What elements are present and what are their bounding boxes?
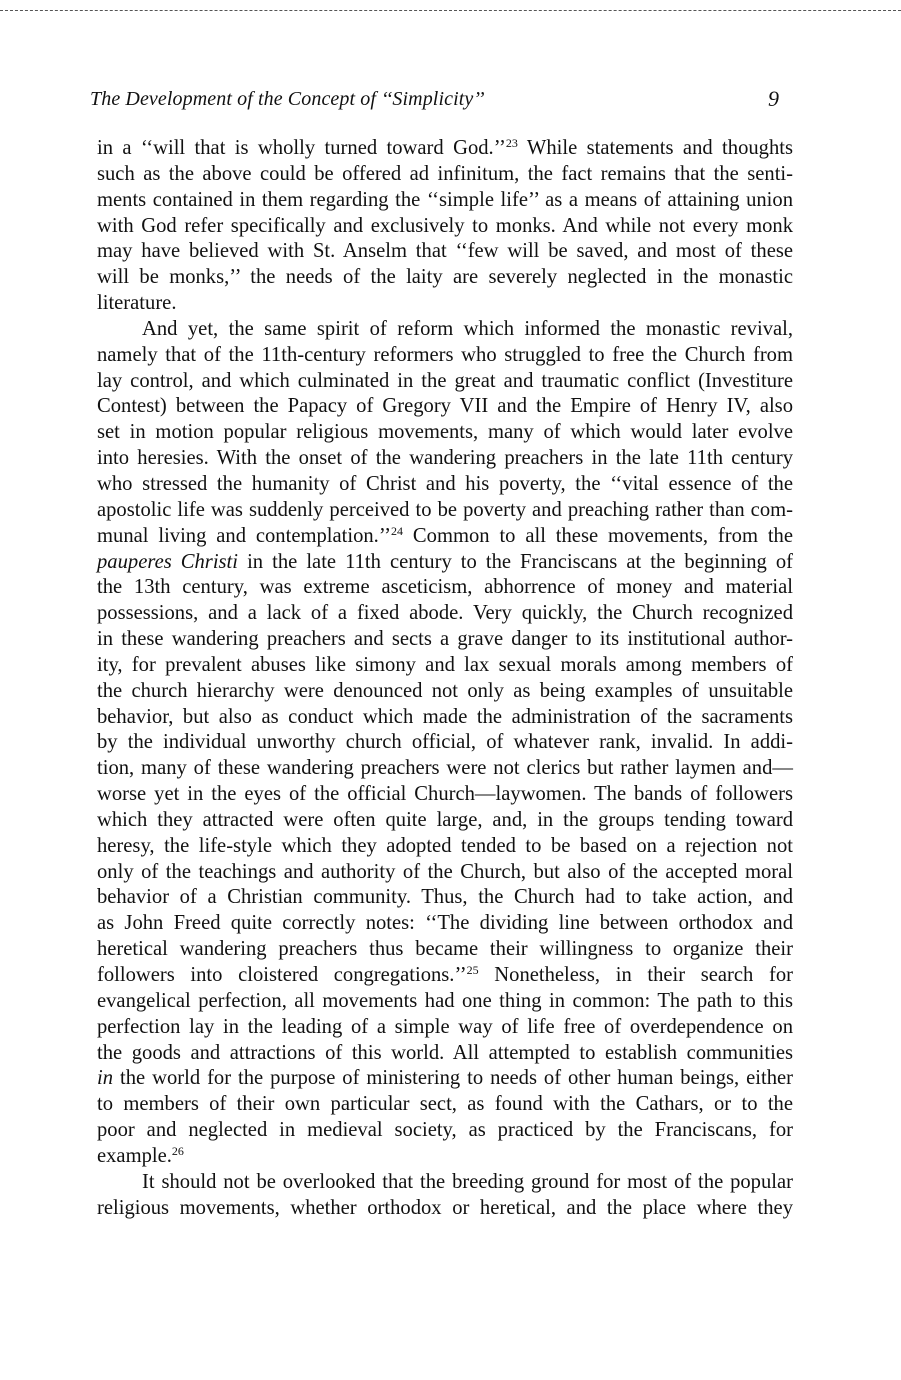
text-line (97, 1144, 793, 1170)
text-line: by the individual unworthy church official, of whatever rank, invalid. In addi- (97, 731, 793, 754)
text-line: only of the teachings and authority of the Church, but also of the accepted moral (97, 860, 793, 883)
text-line: apostolic life was suddenly perceived to be poverty and preaching rather than com- (97, 498, 793, 521)
text-line (97, 1066, 793, 1092)
text-line: which they attracted were often quite large, and, in the groups tending toward (97, 808, 793, 831)
text-line: possessions, and a lack of a fixed abode. Very quickly, the Church recognized (97, 602, 793, 625)
text-line: will be monks,’’ the needs of the laity are severely neglected in the monastic (97, 266, 793, 289)
footnote-ref: 24 (391, 523, 404, 538)
text-line: may have believed with St. Anselm that ‘‘few will be saved, and most of these (97, 240, 793, 263)
text-line: namely that of the 11th-century reformers who struggled to free the Church from (97, 343, 793, 366)
text-segment: munal living and contemplation.’’ (97, 524, 392, 547)
text-segment: followers into cloistered congregations.’’ (97, 964, 467, 986)
text-line: the church hierarchy were denounced not only as being examples of unsuitable (97, 679, 793, 702)
text-segment: in the late 11th century to the Franciscans at the beginning of (247, 550, 793, 573)
text-line: such as the above could be offered ad infinitum, the fact remains that the senti- (97, 162, 793, 185)
text-segment: the world for the purpose of ministering to needs of other human beings, either (119, 1067, 793, 1090)
text-segment: example. (97, 1144, 172, 1167)
text-line (97, 550, 793, 576)
page-top-edge (0, 0, 901, 11)
text-segment: While statements and thoughts (526, 137, 793, 159)
body-text (97, 136, 793, 1221)
footnote-ref: 26 (171, 1143, 184, 1158)
text-line: set in motion popular religious movements, many of which would later evolve (97, 421, 793, 444)
text-line: in these wandering preachers and sects a grave danger to its institutional author- (97, 628, 793, 651)
text-segment: Nonetheless, in their search for (494, 964, 793, 986)
text-line: worse yet in the eyes of the official Church—laywomen. The bands of followers (97, 783, 793, 806)
text-line: the 13th century, was extreme asceticism, abhorrence of money and material (97, 576, 793, 599)
running-title: The Development of the Concept of ‘‘Simplicity’’ (90, 88, 485, 110)
page-number: 9 (768, 86, 779, 111)
text-line (97, 963, 793, 989)
text-line: religious movements, whether orthodox or heretical, and the place where they (97, 1196, 793, 1219)
text-line: ity, for prevalent abuses like simony and lax sexual morals among members of (97, 653, 793, 676)
text-line: heretical wandering preachers thus became their willingness to organize their (97, 938, 793, 961)
text-line: perfection lay in the leading of a simple way of life free of overdependence on (97, 1015, 793, 1038)
italic-word: in (97, 1067, 114, 1090)
paragraph-first-line: And yet, the same spirit of reform which informed the monastic revival, (142, 317, 793, 340)
text-line: literature. (97, 292, 177, 315)
text-line: tion, many of these wandering preachers were not clerics but rather laymen and— (97, 757, 793, 780)
footnote-ref: 25 (466, 963, 479, 977)
text-line: Contest) between the Papacy of Gregory VII and the Empire of Henry IV, also (97, 395, 793, 418)
text-line: behavior of a Christian community. Thus, the Church had to take action, and (97, 886, 793, 909)
text-line: the goods and attractions of this world. All attempted to establish communities (97, 1041, 793, 1064)
text-line: evangelical perfection, all movements had one thing in common: The path to this (97, 989, 793, 1012)
paragraph-first-line: It should not be overlooked that the breeding ground for most of the popular (142, 1170, 793, 1193)
text-line: lay control, and which culminated in the great and traumatic conflict (Investiture (97, 369, 793, 392)
italic-phrase: pauperes Christi (97, 550, 239, 573)
text-line: as John Freed quite correctly notes: ‘‘The dividing line between orthodox and (97, 912, 793, 935)
text-line: with God refer specifically and exclusively to monks. And while not every monk (97, 214, 793, 237)
text-line: to members of their own particular sect, as found with the Cathars, or to the (97, 1093, 793, 1116)
text-line: into heresies. With the onset of the wandering preachers in the late 11th century (97, 447, 793, 470)
text-line: heresy, the life-style which they adopted tended to be based on a rejection not (97, 834, 793, 857)
footnote-ref: 23 (505, 136, 518, 150)
text-line (97, 136, 793, 162)
text-line (97, 524, 793, 550)
text-segment: Common to all these movements, from the (412, 524, 793, 547)
text-line: ments contained in them regarding the ‘‘simple life’’ as a means of attaining union (97, 188, 793, 211)
text-segment: in a ‘‘will that is wholly turned toward God.’’ (97, 137, 506, 159)
text-line: behavior, but also as conduct which made the administration of the sacraments (97, 705, 793, 728)
text-line: poor and neglected in medieval society, as practiced by the Franciscans, for (97, 1119, 793, 1142)
text-line: who stressed the humanity of Christ and his poverty, the ‘‘vital essence of the (97, 472, 793, 495)
